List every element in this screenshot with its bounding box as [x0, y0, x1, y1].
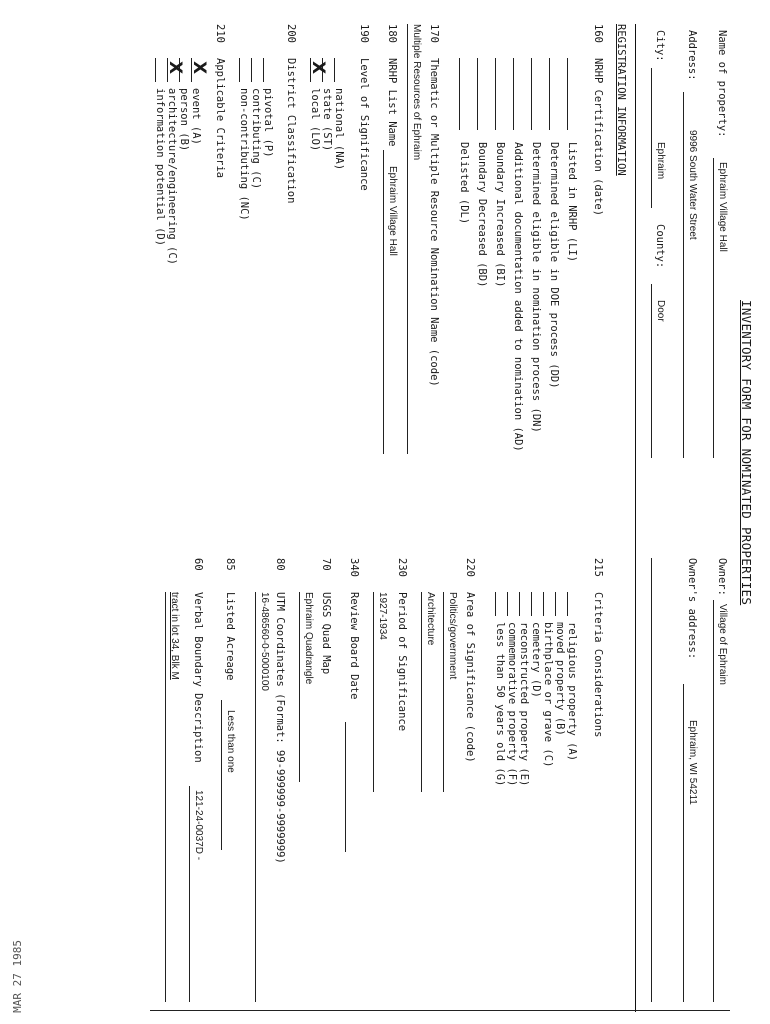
property-name-line: [713, 158, 714, 458]
cert-item-5: Boundary Increased (BI): [494, 142, 506, 288]
thematic-value: Multiple Resources of Ephraim: [411, 24, 422, 161]
verbal-value-tract: tract in lot 34, Blk M: [169, 592, 180, 680]
consid-item-moved: moved property (B): [554, 622, 566, 736]
cert-item-3: Determined eligible in nomination process (DN): [530, 142, 542, 433]
district-blank-2: [251, 58, 252, 82]
period-label: Period of Significance: [396, 592, 408, 732]
date-stamp: MAR 27 1985: [11, 940, 24, 1013]
cert-item-7: Delisted (DL): [458, 142, 470, 225]
utm-value: 16-486560-0-5000100: [259, 592, 270, 691]
verbal-line-1: [189, 786, 190, 1002]
consid-blank-4: [531, 592, 532, 616]
district-item-pivotal: pivotal (P): [262, 88, 274, 158]
cert-blank-4: [513, 58, 514, 130]
level-item-state: state (ST): [321, 88, 333, 152]
level-blank-1: [334, 58, 335, 82]
cert-item-2: Determined eligible in DOE process (DD): [548, 142, 560, 389]
thematic-number: 170: [428, 24, 440, 43]
criteria-blank-d: [155, 58, 156, 82]
consid-item-commemorative: commemorative property (F): [506, 622, 518, 787]
criteria-item-event: event (A): [190, 88, 202, 145]
owner-label: Owner:: [716, 558, 728, 596]
level-label: Level of Significance: [358, 58, 370, 191]
cert-label: NRHP Certification (date): [592, 58, 604, 217]
consid-item-birthplace: birthplace or grave (C): [542, 622, 554, 768]
thematic-line: [407, 24, 408, 454]
list-name-number: 180: [386, 24, 398, 43]
city-label: City:: [654, 30, 666, 62]
period-value: 1927-1934: [377, 592, 388, 640]
list-name-label: NRHP List Name: [386, 58, 398, 147]
verbal-label: Verbal Boundary Description: [192, 592, 204, 763]
district-item-contributing: contributing (C): [250, 88, 262, 190]
address-line: [683, 92, 684, 458]
criteria-c-check-mark: X: [165, 61, 185, 75]
owner-address-value: Ephraim, WI 54211: [687, 720, 698, 805]
utm-label: UTM Coordinates (Format: 99-999999-9999999): [274, 592, 286, 864]
level-item-local: local (LO): [309, 88, 321, 152]
area-value-architecture: Architecture: [425, 592, 436, 646]
city-line: [651, 68, 652, 208]
consid-blank-1: [567, 592, 568, 616]
verbal-line-2: [165, 592, 166, 1002]
acreage-value: Less than one: [225, 710, 236, 773]
right-margin-rule: [150, 1010, 730, 1011]
owner-address-label: Owner's address:: [686, 558, 698, 660]
registration-heading: REGISTRATION INFORMATION: [615, 24, 627, 176]
level-local-check-mark: X: [308, 61, 328, 75]
verbal-value-parcel: 121-24-0037D -: [193, 790, 204, 861]
district-blank-1: [263, 58, 264, 82]
usgs-label: USGS Quad Map: [320, 592, 332, 675]
considerations-number: 215: [592, 558, 604, 577]
district-number: 200: [285, 24, 297, 43]
criteria-a-check-mark: X: [189, 61, 209, 75]
consid-item-reconstructed: reconstructed property (E): [518, 622, 530, 787]
criteria-item-information: information potential (D): [154, 88, 166, 247]
consid-item-less-than-50: less than 50 years old (G): [494, 622, 506, 787]
property-name-value: Ephraim Village Hall: [717, 162, 728, 252]
consid-blank-2: [555, 592, 556, 616]
owner-line: [713, 600, 714, 1002]
level-item-national: national (NA): [333, 88, 345, 171]
usgs-number: 70: [320, 558, 332, 571]
period-number: 230: [396, 558, 408, 577]
property-name-label: Name of property:: [716, 30, 728, 138]
acreage-label: Listed Acreage: [224, 592, 236, 681]
cert-number: 160: [592, 24, 604, 43]
cert-blank-5: [495, 58, 496, 130]
consid-blank-7: [495, 592, 496, 616]
consid-blank-5: [519, 592, 520, 616]
area-value-politics: Politics/government: [447, 592, 458, 680]
utm-number: 80: [274, 558, 286, 571]
cert-blank-2: [549, 58, 550, 130]
acreage-number: 85: [224, 558, 236, 571]
criteria-number: 210: [214, 24, 226, 43]
review-label: Review Board Date: [348, 592, 360, 700]
thematic-label: Thematic or Multiple Resource Nomination Name (code): [428, 58, 440, 387]
criteria-item-architecture: architecture/engineering (C): [166, 88, 178, 266]
cert-blank-6: [477, 58, 478, 130]
address-label: Address:: [686, 30, 698, 81]
cert-blank-1: [567, 58, 568, 130]
review-number: 340: [348, 558, 360, 577]
cert-item-4: Additional documentation added to nomination (AD): [512, 142, 524, 452]
district-blank-3: [239, 58, 240, 82]
owner-address-line: [683, 684, 684, 1002]
cert-blank-3: [531, 58, 532, 130]
review-line: [345, 722, 346, 852]
district-label: District Classification: [285, 58, 297, 204]
consid-blank-3: [543, 592, 544, 616]
usgs-line: [299, 592, 300, 782]
area-label: Area of Significance (code): [464, 592, 476, 763]
address-value: 9996 South Water Street: [687, 130, 698, 240]
form-title: INVENTORY FORM FOR NOMINATED PROPERTIES: [739, 300, 754, 606]
area-line-1: [443, 592, 444, 792]
period-line: [373, 592, 374, 792]
list-name-line: [383, 150, 384, 454]
consid-blank-6: [507, 592, 508, 616]
owner-value: Village of Ephraim: [717, 604, 728, 685]
list-name-value: Ephraim Village Hall: [387, 166, 398, 256]
area-number: 220: [464, 558, 476, 577]
verbal-number: 60: [192, 558, 204, 571]
utm-line: [255, 592, 256, 1002]
criteria-label: Applicable Criteria: [214, 58, 226, 179]
cert-blank-7: [459, 58, 460, 130]
district-item-noncontributing: non-contributing (NC): [238, 88, 250, 221]
county-label: County:: [654, 224, 666, 269]
header-separator: [635, 24, 636, 1012]
consid-item-religious: religious property (A): [566, 622, 578, 762]
usgs-value: Ephraim Quadrangle: [303, 592, 314, 685]
acreage-line: [221, 700, 222, 850]
county-line: [651, 284, 652, 458]
area-line-2: [421, 592, 422, 792]
level-number: 190: [358, 24, 370, 43]
criteria-item-person: person (B): [178, 88, 190, 152]
considerations-label: Criteria Considerations: [592, 592, 604, 738]
cert-item-1: Listed in NRHP (LI): [566, 142, 578, 263]
cert-item-6: Boundary Decreased (BD): [476, 142, 488, 288]
county-value: Door: [655, 300, 666, 322]
consid-item-cemetery: cemetery (D): [530, 622, 542, 698]
city-value: Ephraim: [655, 142, 666, 180]
owner-extra-line: [651, 558, 652, 1002]
